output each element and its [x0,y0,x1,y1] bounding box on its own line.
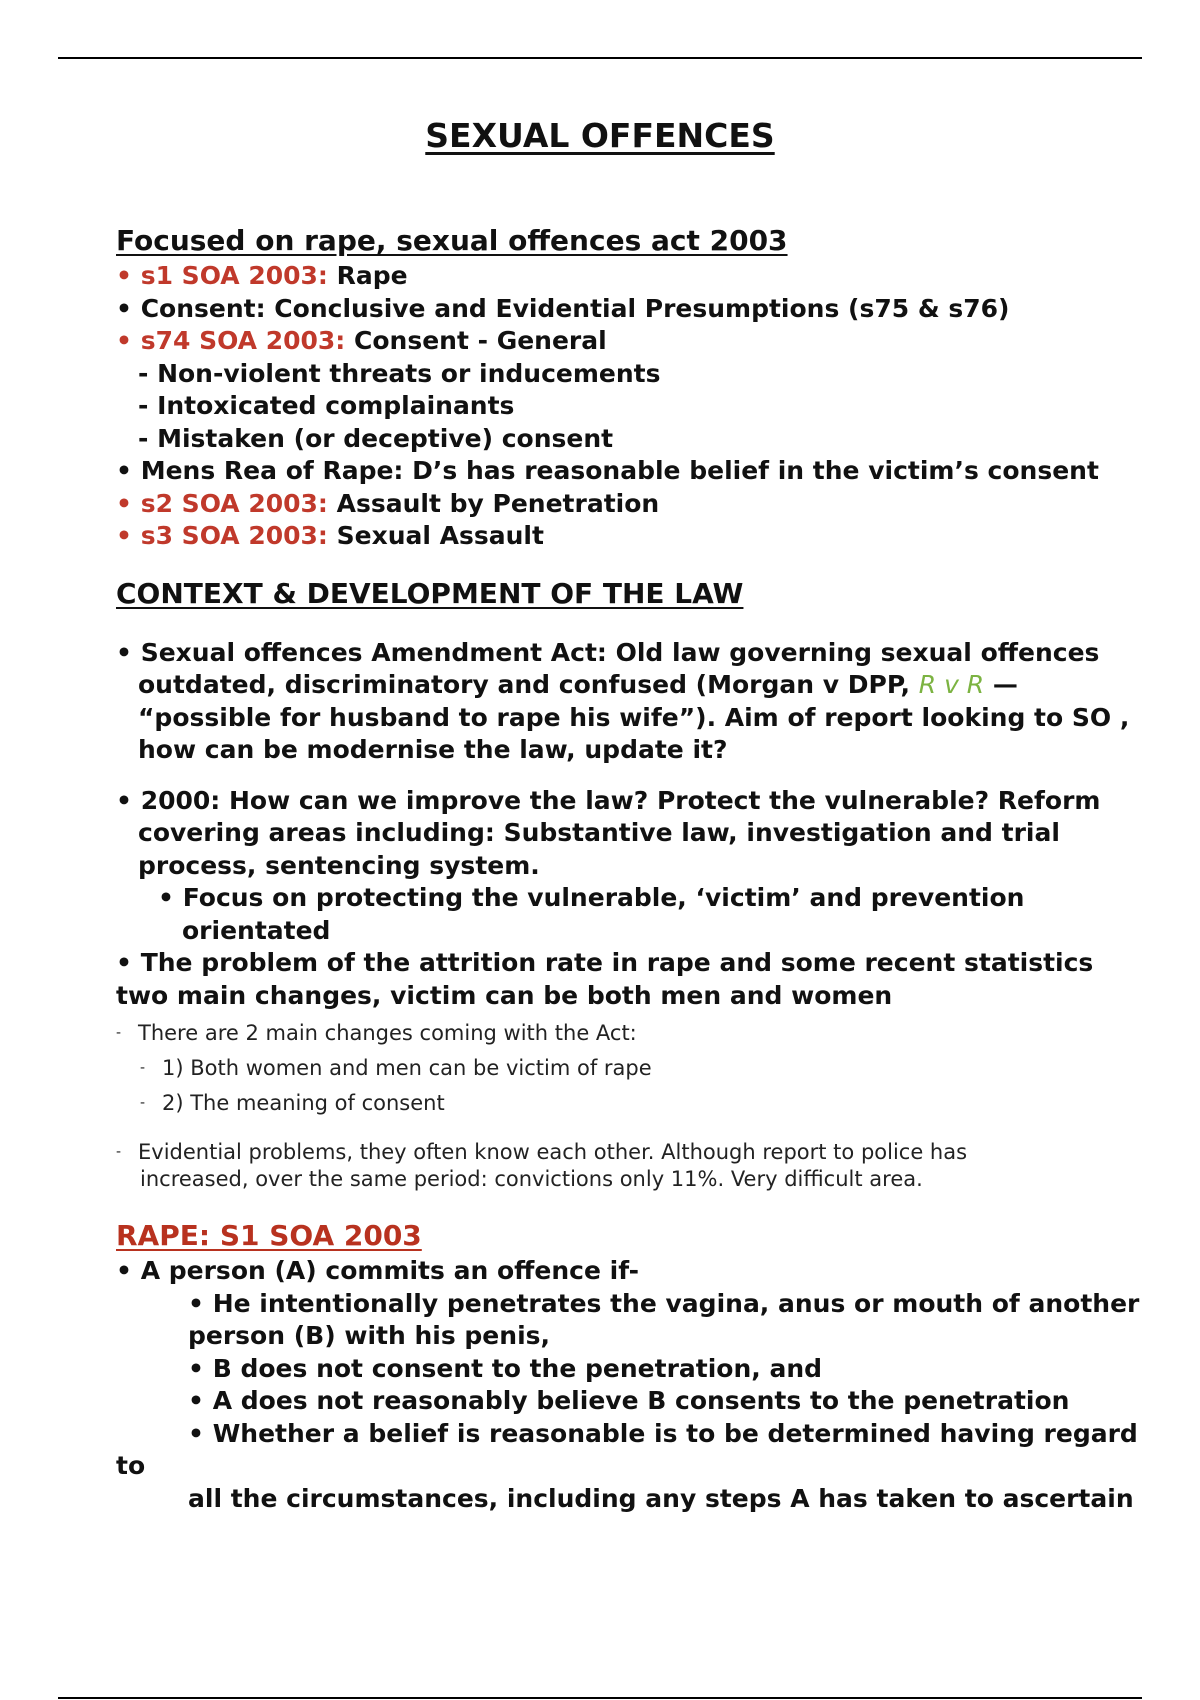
note-subitem: - 2) The meaning of consent [140,1091,445,1115]
bottom-rule [58,1697,1142,1699]
list-subitem: • B does not consent to the penetration, and [188,1353,823,1383]
list-subitem: - Intoxicated complainants [138,391,515,420]
list-item: • Mens Rea of Rape: D’s has reasonable belief in the victim’s consent [116,456,1099,485]
paragraph-line: outdated, discriminatory and confused (Morgan v DPP, R v R — [138,670,1018,699]
page-title [0,112,1200,160]
list-item: • Consent: Conclusive and Evidential Presumptions (s75 & s76) [116,293,1010,323]
note-subitem: - 1) Both women and men can be victim of rape [140,1056,652,1080]
paragraph-line: to [116,1451,146,1480]
paragraph-line: covering areas including: Substantive law, investigation and trial [138,818,1060,847]
section-heading-context: CONTEXT & DEVELOPMENT OF THE LAW [116,576,744,610]
list-item: • s74 SOA 2003: Consent - General [116,326,607,355]
document-body [116,222,1140,1515]
page-title-text: SEXUAL OFFENCES [425,116,775,155]
paragraph-line: person (B) with his penis, [188,1321,551,1350]
section-heading-rape: RAPE: S1 SOA 2003 [116,1219,422,1252]
paragraph-line: • A person (A) commits an offence if- [116,1256,640,1285]
list-item: • s1 SOA 2003: Rape [116,261,408,290]
top-rule [58,57,1142,59]
note-item: - Evidential problems, they often know each other. Although report to police has [116,1140,968,1164]
list-subitem: - Non-violent threats or inducements [138,358,661,388]
paragraph-line: • 2000: How can we improve the law? Protect the vulnerable? Reform [116,785,1101,815]
statute-reference: s2 SOA 2003: [140,488,328,518]
paragraph-line: all the circumstances, including any steps A has taken to ascertain [188,1483,1134,1513]
paragraph-line: • The problem of the attrition rate in rape and some recent statistics [116,948,1094,977]
note-item: - There are 2 main changes coming with the Act: [116,1021,637,1045]
list-item: • s3 SOA 2003: Sexual Assault [116,521,544,550]
statute-reference: s3 SOA 2003: [140,521,328,550]
list-subitem: • He intentionally penetrates the vagina, anus or mouth of another [188,1288,1140,1318]
section-heading-focus: Focused on rape, sexual offences act 2003 [116,224,788,257]
list-subitem: • Focus on protecting the vulnerable, ‘victim’ and prevention [158,883,1025,912]
paragraph-line: orientated [182,915,331,945]
paragraph-line: process, sentencing system. [138,850,540,880]
paragraph-line: how can be modernise the law, update it? [138,735,728,764]
list-subitem: - Mistaken (or deceptive) consent [138,423,614,453]
note-continuation: increased, over the same period: convictions only 11%. Very difficult area. [140,1167,923,1191]
paragraph-line: “possible for husband to rape his wife”). Aim of report looking to SO , [138,702,1130,732]
list-subitem: • A does not reasonably believe B consents to the penetration [188,1386,1070,1415]
case-name: R v R [918,670,985,699]
statute-reference: s74 SOA 2003: [140,326,346,355]
list-item: • s2 SOA 2003: Assault by Penetration [116,488,660,518]
paragraph-line: two main changes, victim can be both men and women [116,980,893,1010]
statute-reference: s1 SOA 2003: [140,261,328,290]
paragraph-line: • Sexual offences Amendment Act: Old law governing sexual offences [116,637,1100,667]
list-subitem: • Whether a belief is reasonable is to be determined having regard [188,1418,1138,1448]
